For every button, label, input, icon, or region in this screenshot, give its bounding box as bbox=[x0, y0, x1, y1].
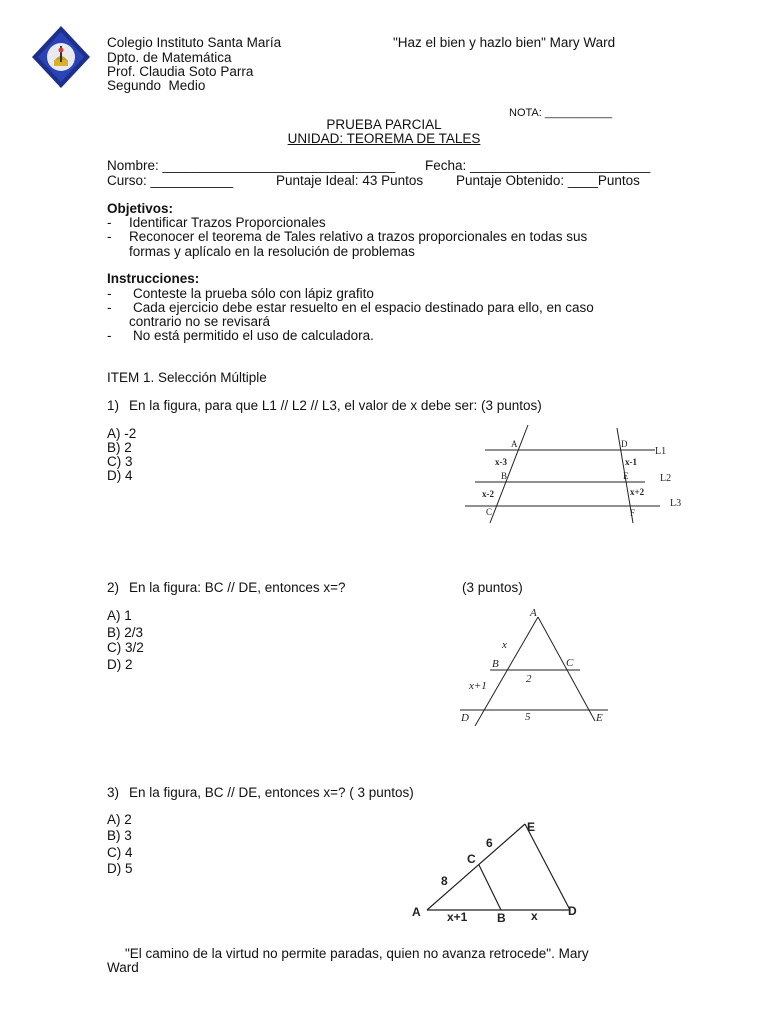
bullet-dash: - bbox=[107, 300, 112, 315]
course-field: Curso: ___________ bbox=[107, 173, 234, 188]
ideal-score: Puntaje Ideal: 43 Puntos bbox=[276, 173, 424, 188]
label-c: C bbox=[566, 657, 574, 669]
closing-quote-author: Ward bbox=[107, 960, 139, 975]
segment-x-plus-1: x+1 bbox=[469, 680, 487, 692]
bullet-dash: - bbox=[107, 229, 112, 244]
instruction-item: No está permitido el uso de calculadora. bbox=[133, 328, 374, 343]
figure-parallel-lines bbox=[455, 425, 695, 525]
instructions-heading: Instrucciones: bbox=[107, 271, 200, 286]
option-b: B) 3 bbox=[107, 828, 132, 843]
option-a: A) -2 bbox=[107, 426, 137, 441]
bullet-dash: - bbox=[107, 215, 112, 230]
label-l1: L1 bbox=[655, 446, 667, 457]
objective-item: formas y aplícalo en la resolución de problemas bbox=[129, 244, 415, 259]
label-d: D bbox=[461, 712, 469, 724]
option-b: B) 2/3 bbox=[107, 625, 144, 640]
label-f: F bbox=[630, 508, 636, 518]
bullet-dash: - bbox=[107, 328, 112, 343]
question-text: En la figura: BC // DE, entonces x=? bbox=[129, 580, 346, 595]
label-e: E bbox=[596, 712, 603, 724]
question-points: (3 puntos) bbox=[462, 580, 523, 595]
segment-x-plus-1: x+1 bbox=[447, 910, 468, 924]
instruction-item: contrario no se revisará bbox=[129, 314, 271, 329]
label-e: E bbox=[527, 820, 536, 834]
grade-field: NOTA: ___________ bbox=[509, 107, 613, 119]
department: Dpto. de Matemática bbox=[107, 50, 232, 65]
label-b: B bbox=[501, 471, 508, 481]
option-c: C) 3/2 bbox=[107, 640, 144, 655]
figure-triangle-bc-de bbox=[455, 603, 615, 728]
label-d: D bbox=[568, 904, 577, 918]
option-c: C) 3 bbox=[107, 454, 133, 469]
instruction-item: Conteste la prueba sólo con lápiz grafito bbox=[133, 286, 374, 301]
question-text: En la figura, para que L1 // L2 // L3, el valor de x debe ser: (3 puntos) bbox=[129, 398, 542, 413]
option-d: D) 5 bbox=[107, 861, 133, 876]
segment-5: 5 bbox=[525, 711, 531, 723]
label-a: A bbox=[530, 607, 537, 619]
section-heading: ITEM 1. Selección Múltiple bbox=[107, 370, 267, 385]
label-c: C bbox=[467, 852, 476, 866]
segment-x-minus-1: x-1 bbox=[625, 457, 637, 467]
label-b: B bbox=[497, 911, 506, 925]
course-level: Segundo Medio bbox=[107, 78, 206, 93]
bullet-dash: - bbox=[107, 286, 112, 301]
segment-6: 6 bbox=[486, 836, 493, 850]
teacher: Prof. Claudia Soto Parra bbox=[107, 64, 254, 79]
option-d: D) 4 bbox=[107, 468, 133, 483]
label-d: D bbox=[621, 439, 628, 449]
segment-x: x bbox=[502, 639, 507, 651]
segment-x-minus-3: x-3 bbox=[495, 457, 507, 467]
segment-x-minus-2: x-2 bbox=[482, 489, 494, 499]
label-l3: L3 bbox=[670, 498, 682, 509]
date-field: Fecha: ________________________ bbox=[425, 158, 651, 173]
question-number: 3) bbox=[107, 785, 120, 800]
option-d: D) 2 bbox=[107, 657, 133, 672]
label-l2: L2 bbox=[660, 473, 672, 484]
label-b: B bbox=[492, 658, 499, 670]
option-c: C) 4 bbox=[107, 845, 133, 860]
name-field: Nombre: _______________________________ bbox=[107, 158, 396, 173]
instruction-item: Cada ejercicio debe estar resuelto en el espacio destinado para ello, en caso bbox=[133, 300, 594, 315]
obtained-score: Puntaje Obtenido: ____Puntos bbox=[456, 173, 640, 188]
objective-item: Reconocer el teorema de Tales relativo a trazos proporcionales en todas sus bbox=[129, 229, 588, 244]
school-motto: "Haz el bien y hazlo bien" Mary Ward bbox=[393, 35, 616, 50]
option-a: A) 1 bbox=[107, 608, 132, 623]
exam-title: PRUEBA PARCIAL bbox=[326, 117, 442, 132]
label-a: A bbox=[511, 439, 518, 449]
option-a: A) 2 bbox=[107, 812, 132, 827]
segment-8: 8 bbox=[441, 874, 448, 888]
segment-x-plus-2: x+2 bbox=[630, 487, 645, 497]
question-text: En la figura, BC // DE, entonces x=? ( 3 puntos) bbox=[129, 785, 414, 800]
question-number: 1) bbox=[107, 398, 120, 413]
segment-2: 2 bbox=[526, 673, 532, 685]
objective-item: Identificar Trazos Proporcionales bbox=[129, 215, 326, 230]
segment-x: x bbox=[531, 909, 538, 923]
objectives-heading: Objetivos: bbox=[107, 201, 174, 216]
label-e: E bbox=[623, 471, 629, 481]
closing-quote: "El camino de la virtud no permite paradas, quien no avanza retrocede". Mary bbox=[125, 946, 589, 961]
figure-triangle-ade bbox=[405, 812, 595, 927]
exam-unit: UNIDAD: TEOREMA DE TALES bbox=[287, 131, 481, 146]
option-b: B) 2 bbox=[107, 440, 132, 455]
label-c: C bbox=[486, 507, 493, 517]
school-logo bbox=[30, 24, 92, 90]
school-name: Colegio Instituto Santa María bbox=[107, 35, 282, 50]
question-number: 2) bbox=[107, 580, 120, 595]
label-a: A bbox=[412, 905, 421, 919]
